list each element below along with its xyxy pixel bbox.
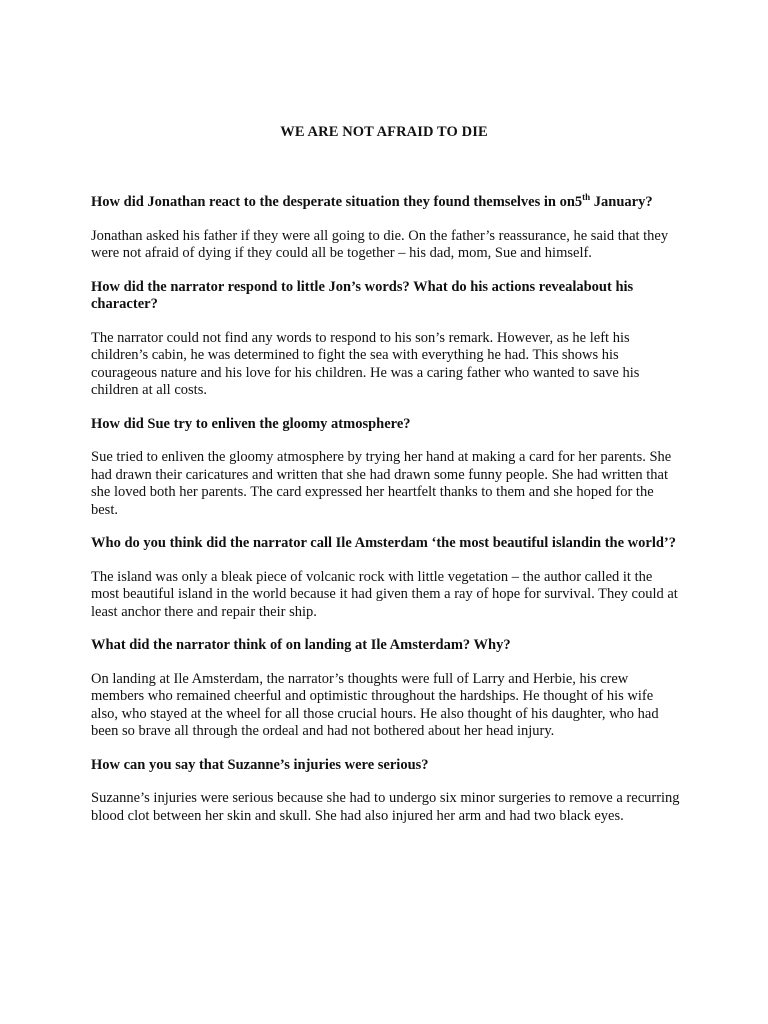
qa-item-4 [91, 535, 681, 621]
question-5: What did the narrator think of on landing at Ile Amsterdam? Why? [91, 637, 511, 653]
question-2: How did the narrator respond to little Jon’s words? What do his actions revealabout his character? [91, 278, 634, 312]
question-1-text: How did Jonathan react to the desperate situation they found themselves in on5 [91, 194, 583, 210]
answer-1: Jonathan asked his father if they were all going to die. On the father’s reassurance, he said that they were not afraid of dying if they could all be together – his dad, mom, Sue and himself. [91, 227, 669, 261]
question-6: How can you say that Suzanne’s injuries were serious? [91, 756, 429, 773]
question-3: How did Sue try to enliven the gloomy atmosphere? [91, 415, 411, 432]
question-1 [91, 194, 681, 212]
qa-item-5 [91, 637, 681, 741]
qa-item-3 [91, 416, 681, 520]
qa-item-1 [91, 194, 681, 263]
qa-item-6 [91, 757, 681, 826]
question-1-text-end: January? [590, 194, 653, 210]
question-1-superscript: th [582, 192, 591, 203]
document-content [91, 194, 681, 841]
answer-5: On landing at Ile Amsterdam, the narrator’s thoughts were full of Larry and Herbie, his crew members who remained cheerful and optimistic throughout the hardships. He thought of his wife also, who stayed at the wheel for all those crucial hours. He also thought of his daughter, who had been so brave all through the ordeal and had not bothered about her head injury. [91, 670, 659, 739]
answer-6: Suzanne’s injuries were serious because she had to undergo six minor surgeries to remove a recurring blood clot between her skin and skull. She had also injured her arm and had two black eyes. [91, 790, 680, 824]
document-title: WE ARE NOT AFRAID TO DIE [280, 124, 488, 140]
answer-3: Sue tried to enliven the gloomy atmosphere by trying her hand at making a card for her parents. She had drawn their caricatures and written that she had drawn some funny people. She had written that she loved both her parents. The card expressed her heartfelt thanks to them and she hoped for the best. [91, 449, 672, 518]
question-4: Who do you think did the narrator call Ile Amsterdam ‘the most beautiful islandin the world’? [91, 535, 677, 551]
answer-4: The island was only a bleak piece of volcanic rock with little vegetation – the author called it the most beautiful island in the world because it had given them a ray of hope for survival. They could at least anchor there and repair their ship. [91, 568, 678, 620]
qa-item-2 [91, 279, 681, 400]
answer-2: The narrator could not find any words to respond to his son’s remark. However, as he left his children’s cabin, he was determined to fight the sea with everything he had. This shows his courageous nature and his love for his children. He was a caring father who wanted to save his children at all costs. [91, 329, 640, 398]
